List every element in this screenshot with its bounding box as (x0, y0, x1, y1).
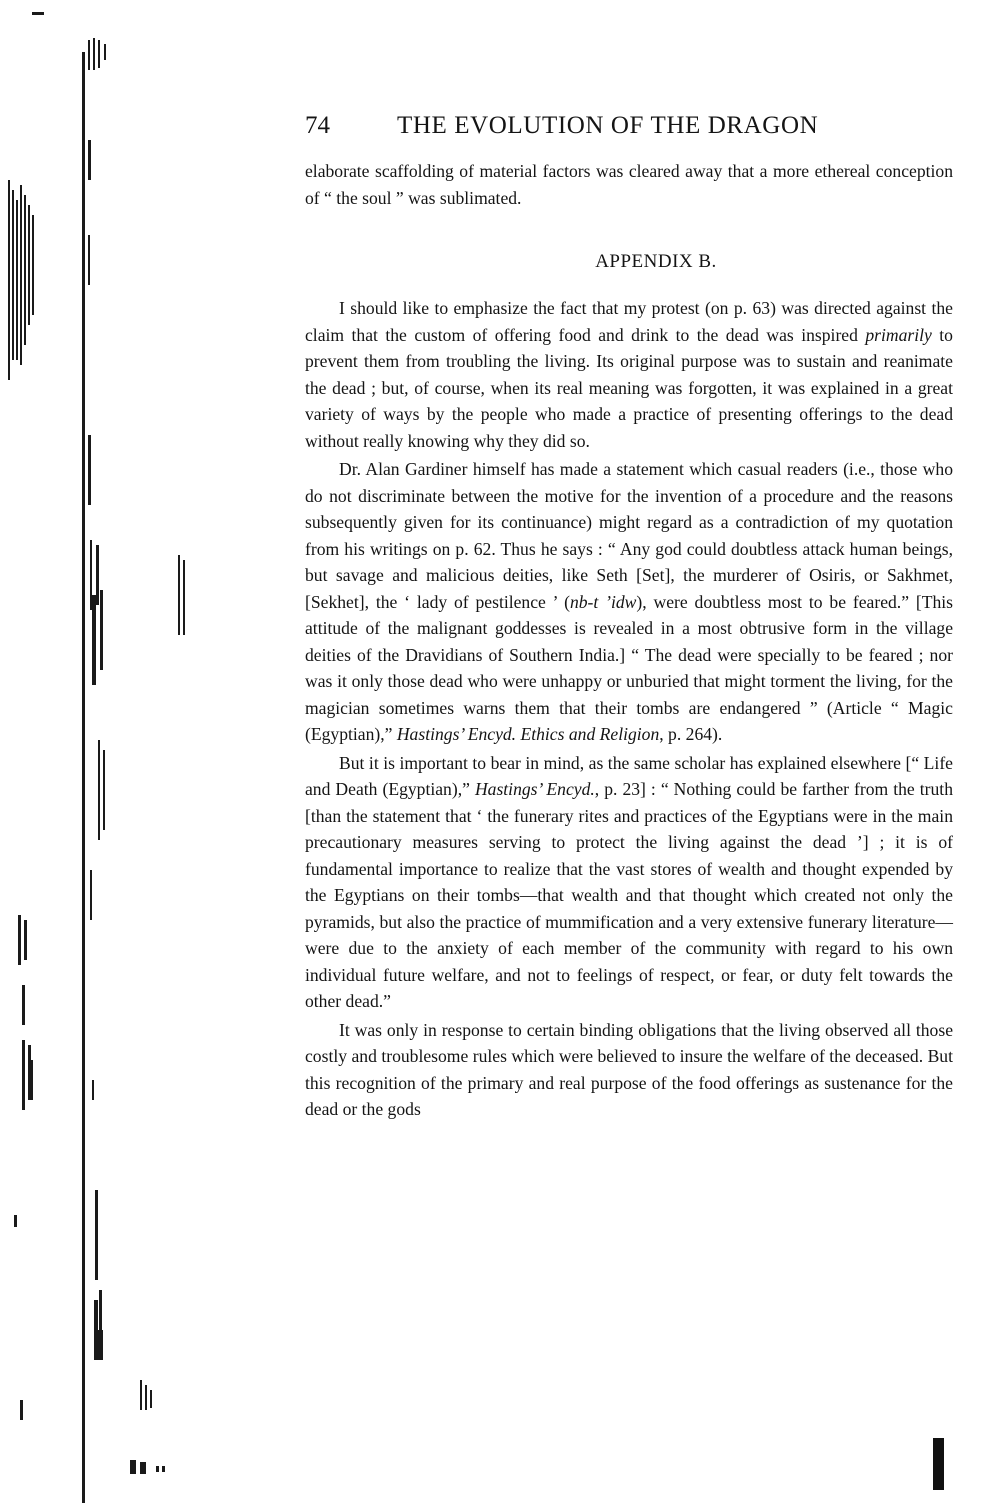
appendix-paragraph-1 (305, 295, 953, 454)
page-header (305, 108, 953, 148)
appendix-heading-text: APPENDIX B. (595, 251, 717, 272)
paragraph-3-text-a: But it is important to bear in mind, as the same scholar has explained elsewhere [“ Life and Death (Egyptian),” (305, 752, 953, 799)
continuation-paragraph: elaborate scaffolding of material factors was cleared away that a more ethereal conception of “ the soul ” was sublimated. (305, 161, 953, 208)
appendix-paragraph-4: It was only in response to certain binding obligations that the living observed all those costly and troublesome rules which were believed to insure the welfare of the deceased. But this recognition of the primary and real purpose of the food offerings as sustenance for the dead or the gods (305, 1019, 953, 1119)
source-title: Hastings’ Encyd. (474, 779, 595, 799)
page-body (305, 108, 953, 1123)
paragraph-1-text-a: I should like to emphasize the fact that my protest (on p. 63) was directed against the claim that the custom of offering food and drink to the dead was inspired (305, 298, 953, 345)
source-title: Hastings’ Encyd. Ethics and Religion (396, 724, 660, 744)
running-head: THE EVOLUTION OF THE DRAGON (397, 112, 819, 139)
appendix-paragraph-2 (305, 456, 953, 748)
page-edge-mark (933, 1438, 944, 1490)
paragraph-2-text-b: ), were doubtless most to be feared.” [This attitude of the malignant goddesses is revealed in a most obtrusive form in the village deities of the Dravidians of Southern India.] “ The dead were specially to be feared ; nor was it only those dead who were unhappy or unburied that might torment the living, for the magician sometimes warns them that their tombs are endangered ” (Article “ Magic (Egyptian),” (305, 591, 953, 744)
page-number: 74 (305, 112, 330, 139)
paragraph-2-text-c: , p. 264). (659, 724, 723, 744)
paragraph-1-emphasis: primarily (865, 324, 932, 345)
egyptian-term: nb-t ’idw (569, 591, 637, 612)
appendix-heading (305, 251, 953, 273)
paragraph-2-text-a: Dr. Alan Gardiner himself has made a statement which casual readers (i.e., those who do not discriminate between the motive for the invention of a procedure and the reasons subsequently given for its continuance) might regard as a contradiction of my quotation from his writings on p. 62. Thus he says : “ Any god could doubtless attack human beings, but savage and malicious deities, like Seth [Set], the murderer of Osiris, or Sakhmet, [Sekhet], the ‘ lady of pestilence ’ ( (305, 459, 953, 612)
scan-edge-marks (0, 0, 200, 1503)
paragraph-1-text-b: to prevent them from troubling the living. Its original purpose was to sustain and reanimate the dead ; but, of course, when its real meaning was forgotten, it was explained in a great variety of ways by the people who made a practice of presenting offerings to the dead without really knowing why they did so. (305, 324, 953, 451)
paragraph-3-text-b: , p. 23] : “ Nothing could be farther from the truth [than the statement that ‘ the funerary rites and practices of the Egyptians were in the main precautionary measures serving to protect the living against the dead ’] ; it is of fundamental importance to realize that the vast stores of wealth and thought expended by the Egyptians on their tombs—that wealth and that thought which created not only the pyramids, but also the practice of mummification and a very extensive funerary literature—were due to the anxiety of each member of the community with regard to his own individual future welfare, and not to feelings of respect, or fear, or duty felt towards the other dead.” (305, 779, 953, 1011)
appendix-paragraph-3 (305, 750, 953, 1015)
